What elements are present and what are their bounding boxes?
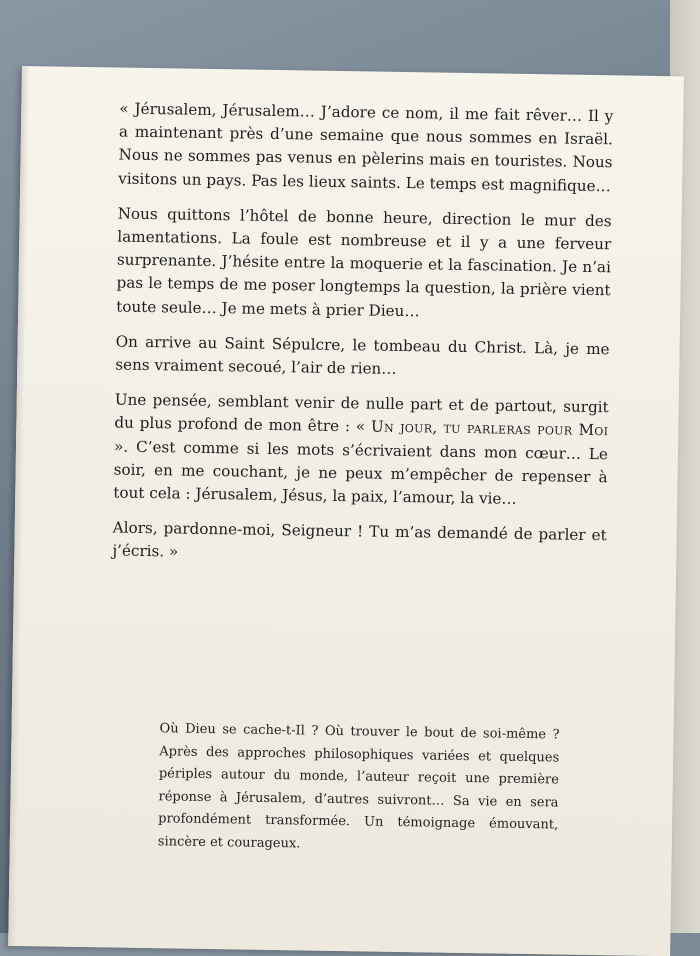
excerpt-paragraph-3: On arrive au Saint Sépulcre, le tombeau du Christ. Là, je me sens vraiment secoué, l’air de rien…: [115, 332, 610, 378]
summary-text: Où Dieu se cache-t-Il ? Où trouver le bout de soi-même ? Après des approches philosophiques variées et quelques périples autour du monde, l’auteur reçoit une première réponse à Jérusalem, d’autres suivront… Sa vie en sera profondément transformée. Un témoignage émouvant, sincère et courageux.: [157, 721, 560, 851]
book-back-cover: [8, 66, 684, 956]
excerpt-paragraph-4-start: Une pensée, semblant venir de nulle part et de partout, surgit du plus profond de mon être : «: [114, 390, 609, 436]
excerpt-paragraph-1: « Jérusalem, Jérusalem… J’adore ce nom, il me fait rêver… Il y a maintenant près d’une semaine que nous sommes en Israël. Nous ne sommes pas venus en pèlerins mais en touristes. Nous visitons un pays. Pas les lieux saints. Le temps est magnifique…: [118, 99, 614, 195]
excerpt-paragraph-4-end: ». C’est comme si les mots s’écrivaient dans mon cœur… Le soir, en me couchant, je ne peux m’empêcher de repenser à tout cela : Jérusalem, Jésus, la paix, l’amour, la vie…: [113, 437, 609, 508]
cover-edge-shadow: [8, 66, 30, 946]
book-summary: [158, 718, 560, 859]
excerpt-paragraph-2: Nous quittons l’hôtel de bonne heure, direction le mur des lamentations. La foule est nombreuse et il y a une ferveur surprenante. J’hésite entre la moquerie et la fascination. Je n’ai pas le temps de me poser longtemps la question, la prière vient toute seule… Je me mets à prier Dieu…: [116, 204, 612, 320]
excerpt-paragraph-4: [113, 389, 609, 513]
divine-message: Un jour, tu parleras pour Moi: [370, 417, 609, 440]
testimony-excerpt: [112, 98, 613, 583]
excerpt-closing: Alors, pardonne-moi, Seigneur ! Tu m’as demandé de parler et j’écris. »: [112, 518, 607, 561]
